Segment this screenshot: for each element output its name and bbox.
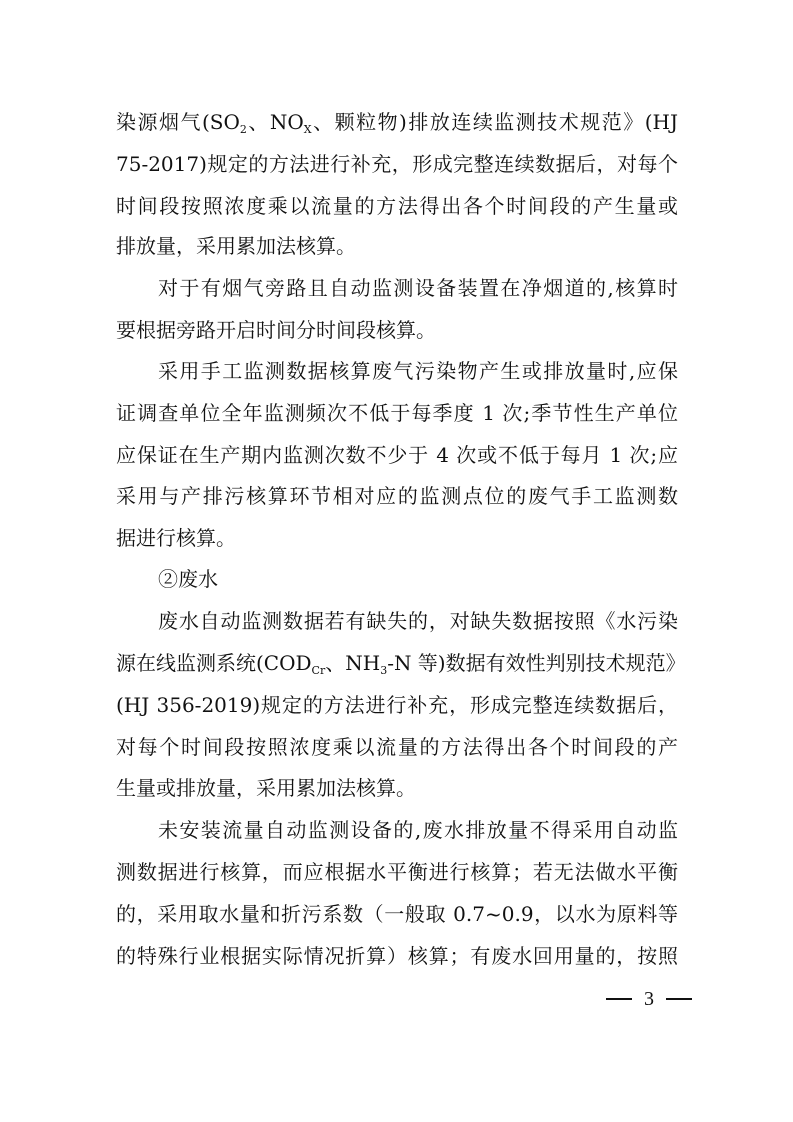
text-line — [116, 643, 686, 683]
page-number: 3 — [644, 987, 654, 1010]
text-segment: 染源烟气(SO — [116, 110, 240, 134]
text-line: 未安装流量自动监测设备的,废水排放量不得采用自动监 — [158, 818, 678, 842]
text-segment: -N 等)数据有效性判别技术规范》 — [387, 651, 686, 675]
text-segment: 源在线监测系统(COD — [116, 651, 312, 675]
subscript: Cr — [311, 664, 326, 677]
text-line: 采用与产排污核算环节相对应的监测点位的废气手工监测数 — [116, 484, 678, 508]
text-segment: 、颗粒物)排放连续监测技术规范》(HJ — [311, 110, 679, 134]
text-line — [116, 102, 678, 142]
page-footer — [606, 984, 692, 1014]
text-line: 的特殊行业根据实际情况折算）核算；有废水回用量的，按照 — [116, 944, 678, 968]
text-line: 排放量，采用累加法核算。 — [116, 234, 356, 258]
dash-right — [666, 998, 692, 1000]
text-line: 证调查单位全年监测频次不低于每季度 1 次;季节性生产单位 — [116, 401, 678, 425]
text-line: 生量或排放量，采用累加法核算。 — [116, 776, 416, 800]
text-line: 的，采用取水量和折污系数（一般取 0.7~0.9，以水为原料等 — [116, 902, 678, 926]
text-line: 采用手工监测数据核算废气污染物产生或排放量时,应保 — [158, 359, 678, 383]
text-line: 测数据进行核算，而应根据水平衡进行核算；若无法做水平衡 — [116, 860, 678, 884]
text-line: (HJ 356-2019)规定的方法进行补充，形成完整连续数据后， — [116, 693, 678, 717]
text-line: 应保证在生产期内监测次数不少于 4 次或不低于每月 1 次;应 — [116, 443, 678, 467]
text-line: 据进行核算。 — [116, 526, 236, 550]
subscript: 3 — [380, 664, 388, 677]
text-line: 对每个时间段按照浓度乘以流量的方法得出各个时间段的产 — [116, 735, 678, 759]
text-line: 75-2017)规定的方法进行补充，形成完整连续数据后，对每个 — [116, 152, 678, 176]
text-line: 时间段按照浓度乘以流量的方法得出各个时间段的产生量或 — [116, 194, 678, 218]
subscript: 2 — [239, 123, 247, 136]
text-segment: 、NH — [325, 651, 381, 675]
dash-left — [606, 998, 632, 1000]
text-line: 要根据旁路开启时间分时间段核算。 — [116, 318, 436, 342]
text-segment: 、NO — [246, 110, 304, 134]
text-line: 废水自动监测数据若有缺失的，对缺失数据按照《水污染 — [158, 609, 678, 633]
section-heading: ②废水 — [158, 567, 218, 591]
subscript: X — [303, 123, 312, 136]
text-line: 对于有烟气旁路且自动监测设备装置在净烟道的,核算时 — [158, 276, 678, 300]
